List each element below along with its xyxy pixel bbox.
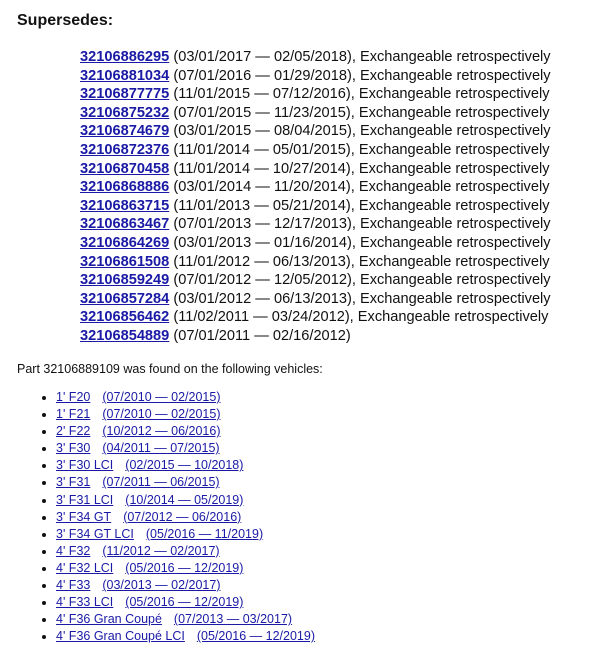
vehicle-model: 3' F31 — [56, 475, 91, 490]
vehicle-model: 1' F21 — [56, 407, 91, 422]
vehicle-date-range: (03/2013 — 02/2017) — [102, 578, 221, 593]
vehicle-date-range: (07/2012 — 06/2016) — [123, 509, 242, 524]
vehicle-item — [56, 594, 315, 611]
part-number-link[interactable]: 32106864269 — [80, 234, 170, 251]
vehicle-link[interactable] — [56, 544, 220, 558]
supersedes-details: (07/01/2011 — 02/16/2012) — [173, 327, 351, 344]
vehicle-item — [56, 543, 315, 560]
supersedes-details: (07/01/2015 — 11/23/2015), Exchangeable retrospectively — [173, 104, 550, 121]
found-on-vehicles-text: Part 32106889109 was found on the following vehicles: — [17, 362, 323, 376]
vehicle-date-range: (04/2011 — 07/2015) — [102, 441, 220, 456]
vehicle-link[interactable] — [56, 510, 241, 524]
vehicle-date-range: (07/2010 — 02/2015) — [102, 390, 221, 404]
supersedes-item — [80, 122, 551, 141]
part-number-link[interactable]: 32106872376 — [80, 141, 170, 158]
supersedes-item — [80, 234, 551, 253]
vehicle-date-range: (05/2016 — 12/2019) — [125, 595, 244, 610]
supersedes-details: (11/01/2015 — 07/12/2016), Exchangeable retrospectively — [173, 86, 550, 103]
vehicle-link[interactable] — [56, 458, 243, 472]
part-number-link[interactable]: 32106874679 — [80, 123, 170, 140]
vehicle-item — [56, 577, 315, 594]
vehicle-link[interactable] — [56, 390, 221, 404]
vehicle-date-range: (07/2011 — 06/2015) — [102, 475, 220, 490]
part-number-link[interactable]: 32106856462 — [80, 309, 170, 326]
vehicle-item — [56, 492, 315, 509]
vehicle-item — [56, 560, 315, 577]
supersedes-item — [80, 104, 551, 123]
vehicle-item — [56, 509, 315, 526]
supersedes-heading: Supersedes: — [17, 12, 114, 29]
supersedes-details: (03/01/2015 — 08/04/2015), Exchangeable retrospectively — [173, 123, 551, 140]
part-number-link[interactable]: 32106886295 — [80, 49, 170, 65]
supersedes-list — [80, 48, 551, 346]
vehicle-date-range: (05/2016 — 11/2019) — [145, 526, 264, 541]
vehicle-model: 3' F31 LCI — [56, 492, 114, 507]
supersedes-details: (07/01/2013 — 12/17/2013), Exchangeable retrospectively — [173, 216, 551, 233]
supersedes-item — [80, 160, 551, 179]
supersedes-details: (03/01/2017 — 02/05/2018), Exchangeable retrospectively — [173, 49, 551, 65]
supersedes-details: (11/01/2013 — 05/21/2014), Exchangeable retrospectively — [173, 197, 550, 214]
vehicle-item — [56, 406, 315, 423]
vehicle-date-range: (10/2012 — 06/2016) — [102, 424, 221, 439]
supersedes-item — [80, 178, 551, 197]
vehicle-item — [56, 457, 315, 474]
supersedes-details: (03/01/2012 — 06/13/2013), Exchangeable retrospectively — [173, 290, 551, 307]
vehicle-link[interactable] — [56, 561, 243, 575]
supersedes-item — [80, 308, 551, 327]
part-number-link[interactable]: 32106877775 — [80, 86, 170, 103]
supersedes-item — [80, 327, 551, 346]
supersedes-details: (07/01/2012 — 12/05/2012), Exchangeable retrospectively — [173, 272, 551, 289]
vehicle-link[interactable] — [56, 441, 220, 455]
vehicle-model: 4' F33 LCI — [56, 595, 114, 610]
vehicle-link[interactable] — [56, 475, 220, 489]
part-number-link[interactable]: 32106870458 — [80, 160, 170, 177]
vehicle-item — [56, 526, 315, 543]
vehicle-date-range: (02/2015 — 10/2018) — [125, 458, 244, 473]
supersedes-item — [80, 271, 551, 290]
vehicle-item — [56, 440, 315, 457]
vehicle-model: 3' F34 GT LCI — [56, 526, 134, 541]
vehicle-link[interactable] — [56, 424, 221, 438]
supersedes-item — [80, 290, 551, 309]
part-number-link[interactable]: 32106861508 — [80, 253, 170, 270]
vehicle-item — [56, 611, 315, 628]
vehicle-link[interactable] — [56, 493, 243, 507]
vehicle-item — [56, 474, 315, 491]
vehicle-link[interactable] — [56, 612, 292, 626]
part-number-link[interactable]: 32106859249 — [80, 272, 170, 289]
supersedes-details: (03/01/2014 — 11/20/2014), Exchangeable retrospectively — [173, 179, 550, 196]
part-number-link[interactable]: 32106854889 — [80, 327, 170, 344]
supersedes-details: (11/01/2014 — 10/27/2014), Exchangeable retrospectively — [173, 160, 550, 177]
supersedes-item — [80, 253, 551, 272]
part-number-link[interactable]: 32106863715 — [80, 197, 170, 214]
vehicle-link[interactable] — [56, 595, 243, 609]
part-number-link[interactable]: 32106857284 — [80, 290, 170, 307]
vehicle-model: 4' F36 Gran Coupé — [56, 612, 162, 627]
supersedes-details: (07/01/2016 — 01/29/2018), Exchangeable retrospectively — [173, 67, 551, 84]
vehicle-model: 4' F32 LCI — [56, 560, 114, 575]
vehicle-date-range: (10/2014 — 05/2019) — [125, 492, 244, 507]
supersedes-item — [80, 48, 551, 67]
supersedes-item — [80, 141, 551, 160]
vehicle-date-range: (07/2013 — 03/2017) — [173, 612, 293, 627]
part-number-link[interactable]: 32106881034 — [80, 67, 170, 84]
supersedes-item — [80, 85, 551, 104]
vehicle-model: 4' F33 — [56, 578, 91, 593]
vehicle-item — [56, 628, 315, 645]
vehicle-model: 2' F22 — [56, 424, 91, 439]
supersedes-item — [80, 197, 551, 216]
supersedes-item — [80, 215, 551, 234]
vehicle-link[interactable] — [56, 578, 221, 592]
vehicle-date-range: (11/2012 — 02/2017) — [102, 543, 220, 558]
part-number-link[interactable]: 32106875232 — [80, 104, 170, 121]
part-number-link[interactable]: 32106868886 — [80, 179, 170, 196]
supersedes-details: (11/01/2014 — 05/01/2015), Exchangeable retrospectively — [173, 141, 550, 158]
supersedes-item — [80, 67, 551, 86]
vehicles-list — [40, 389, 315, 645]
vehicle-link[interactable] — [56, 527, 263, 541]
vehicle-model: 4' F32 — [56, 543, 91, 558]
vehicle-date-range: (07/2010 — 02/2015) — [102, 407, 221, 422]
supersedes-details: (11/02/2011 — 03/24/2012), Exchangeable retrospectively — [173, 309, 549, 326]
supersedes-details: (11/01/2012 — 06/13/2013), Exchangeable retrospectively — [173, 253, 550, 270]
vehicle-link[interactable] — [56, 407, 221, 421]
vehicle-model: 3' F30 — [56, 441, 91, 456]
supersedes-details: (03/01/2013 — 01/16/2014), Exchangeable retrospectively — [173, 234, 551, 251]
vehicle-date-range: (05/2016 — 12/2019) — [196, 629, 315, 644]
vehicle-model: 4' F36 Gran Coupé LCI — [56, 629, 185, 644]
vehicle-item — [56, 423, 315, 440]
part-number-link[interactable]: 32106863467 — [80, 216, 170, 233]
vehicle-model: 3' F30 LCI — [56, 458, 114, 473]
vehicle-link[interactable] — [56, 629, 315, 643]
vehicle-model: 1' F20 — [56, 390, 91, 404]
vehicle-date-range: (05/2016 — 12/2019) — [125, 560, 244, 575]
vehicle-model: 3' F34 GT — [56, 509, 112, 524]
vehicle-item — [56, 389, 315, 406]
